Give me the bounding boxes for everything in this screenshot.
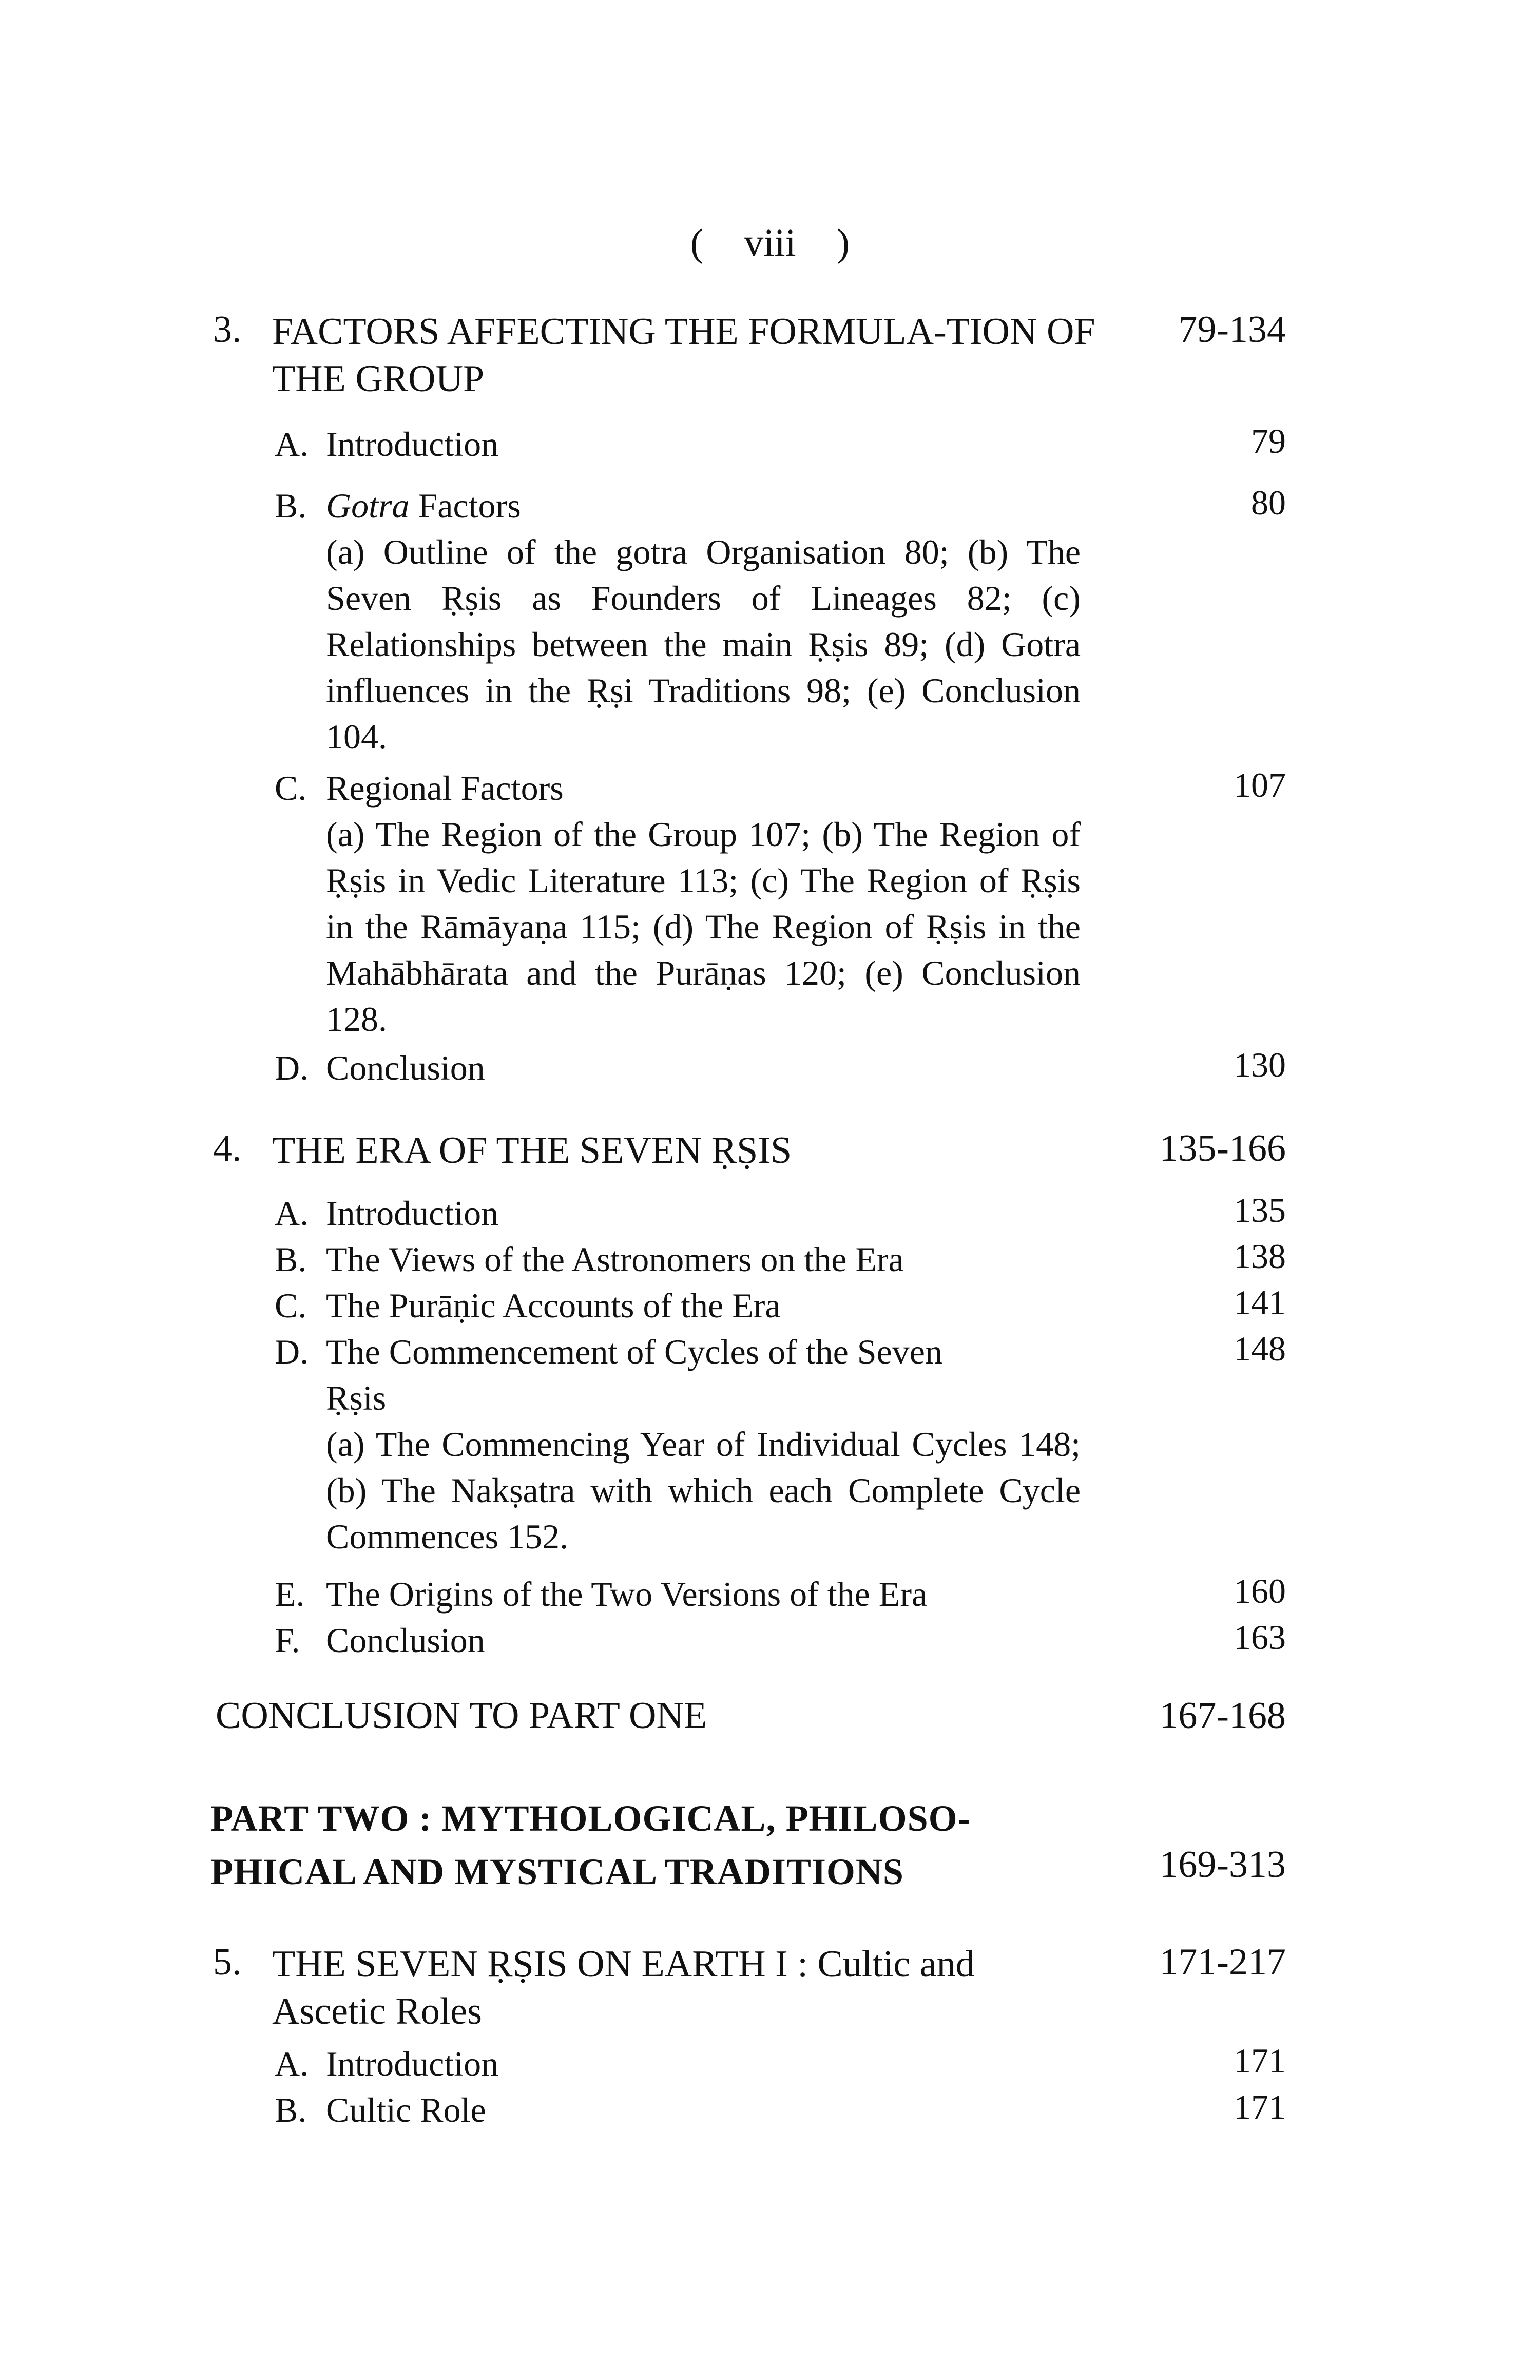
entry-letter: F. xyxy=(275,1621,300,1660)
chapter-4-entry-e-page: 160 xyxy=(1234,1571,1286,1610)
entry-letter: E. xyxy=(275,1575,305,1614)
entry-text: The Views of the Astronomers on the Era xyxy=(326,1240,904,1279)
entry-letter: C. xyxy=(275,769,307,808)
entry-text: Introduction xyxy=(326,425,499,464)
chapter-4-entry-d-page: 148 xyxy=(1234,1329,1286,1368)
chapter-3-title: FACTORS AFFECTING THE FORMULA-TION OF THE GROUP xyxy=(272,311,1095,400)
conclusion-part-one-title: CONCLUSION TO PART ONE xyxy=(216,1695,707,1737)
chapter-3-entry-b xyxy=(275,483,521,529)
page-number: ( viii ) xyxy=(690,221,850,264)
chapter-4-title: THE ERA OF THE SEVEN ṚṢIS xyxy=(272,1129,792,1172)
entry-text: Introduction xyxy=(326,1194,499,1233)
chapter-3-entry-c-subentries: (a) The Region of the Group 107; (b) The Region of Ṛṣis in Vedic Literature 113; (c) The Region of Ṛṣis in the Rāmāyaṇa 115; (d) The Region of Ṛṣis in the Mahābhārata and the Purāṇas 120; (e) Conclusion 128. xyxy=(326,815,1081,1039)
chapter-5-pages: 171-217 xyxy=(1159,1941,1286,1983)
entry-letter: B. xyxy=(275,1240,307,1279)
entry-text: The Commencement of Cycles of the Seven xyxy=(326,1332,942,1371)
entry-text: Factors xyxy=(409,486,521,525)
chapter-4-entry-d-continuation: Ṛṣis xyxy=(326,1378,387,1417)
chapter-3-entry-a-page: 79 xyxy=(1251,421,1286,460)
chapter-4-entry-c xyxy=(275,1282,781,1329)
chapter-5-entry-b-page: 171 xyxy=(1234,2087,1286,2126)
entry-text-italic: Gotra xyxy=(326,486,410,525)
part-two-title-line-2: PHICAL AND MYSTICAL TRADITIONS xyxy=(210,1851,904,1892)
chapter-5-number: 5. xyxy=(213,1941,242,1983)
chapter-4-entry-a-page: 135 xyxy=(1234,1191,1286,1230)
chapter-4-entry-a xyxy=(275,1190,498,1236)
entry-text: Conclusion xyxy=(326,1621,485,1660)
chapter-3-entry-c xyxy=(275,765,564,811)
entry-text: Cultic Role xyxy=(326,2090,486,2129)
chapter-3-pages: 79-134 xyxy=(1178,309,1286,351)
entry-letter: C. xyxy=(275,1286,307,1325)
part-two-title xyxy=(210,1792,1114,1898)
chapter-4-pages: 135-166 xyxy=(1159,1127,1286,1169)
chapter-3-entry-d xyxy=(275,1045,485,1091)
chapter-4-entry-f-page: 163 xyxy=(1234,1618,1286,1657)
chapter-3-entry-d-page: 130 xyxy=(1234,1045,1286,1084)
entry-letter: D. xyxy=(275,1048,309,1087)
chapter-4-number: 4. xyxy=(213,1127,242,1169)
chapter-5-entry-a-page: 171 xyxy=(1234,2041,1286,2080)
chapter-4-entry-d-subentries: (a) The Commencing Year of Individual Cycles 148; (b) The Nakṣatra with which each Complete Cycle Commences 152. xyxy=(326,1425,1081,1556)
entry-text: Regional Factors xyxy=(326,769,564,808)
chapter-5-entry-b xyxy=(275,2087,486,2133)
chapter-4-entry-b xyxy=(275,1236,904,1282)
conclusion-part-one-pages: 167-168 xyxy=(1159,1695,1286,1737)
chapter-4-entry-f xyxy=(275,1617,485,1663)
part-two-title-line-1: PART TWO : MYTHOLOGICAL, PHILOSO- xyxy=(210,1798,971,1839)
chapter-3-entry-b-page: 80 xyxy=(1251,483,1286,522)
entry-text: The Origins of the Two Versions of the Era xyxy=(326,1575,928,1614)
entry-text: The Purāṇic Accounts of the Era xyxy=(326,1286,781,1325)
chapter-5-title: THE SEVEN ṚṢIS ON EARTH I : Cultic and Ascetic Roles xyxy=(272,1943,975,2032)
chapter-4-entry-e xyxy=(275,1571,927,1617)
entry-letter: A. xyxy=(275,2044,309,2083)
entry-letter: A. xyxy=(275,1194,309,1233)
entry-letter: A. xyxy=(275,425,309,464)
entry-text: Introduction xyxy=(326,2044,499,2083)
chapter-3-entry-a xyxy=(275,421,498,467)
chapter-3-entry-c-page: 107 xyxy=(1234,765,1286,804)
chapter-3-entry-b-subentries: (a) Outline of the gotra Organisation 80; (b) The Seven Ṛṣis as Founders of Lineages 82; (c) Relationships between the main Ṛṣis 89; (d) Gotra influences in the Ṛṣi Traditions 98; (e) Conclusion 104. xyxy=(326,532,1081,756)
chapter-5-entry-a xyxy=(275,2041,498,2087)
entry-letter: B. xyxy=(275,2090,307,2129)
entry-letter: B. xyxy=(275,486,307,525)
entry-text: Conclusion xyxy=(326,1048,485,1087)
chapter-3-number: 3. xyxy=(213,309,242,351)
chapter-4-entry-c-page: 141 xyxy=(1234,1283,1286,1322)
entry-letter: D. xyxy=(275,1332,309,1371)
chapter-4-entry-d xyxy=(275,1329,942,1375)
chapter-4-entry-b-page: 138 xyxy=(1234,1237,1286,1276)
part-two-pages: 169-313 xyxy=(1159,1844,1286,1886)
